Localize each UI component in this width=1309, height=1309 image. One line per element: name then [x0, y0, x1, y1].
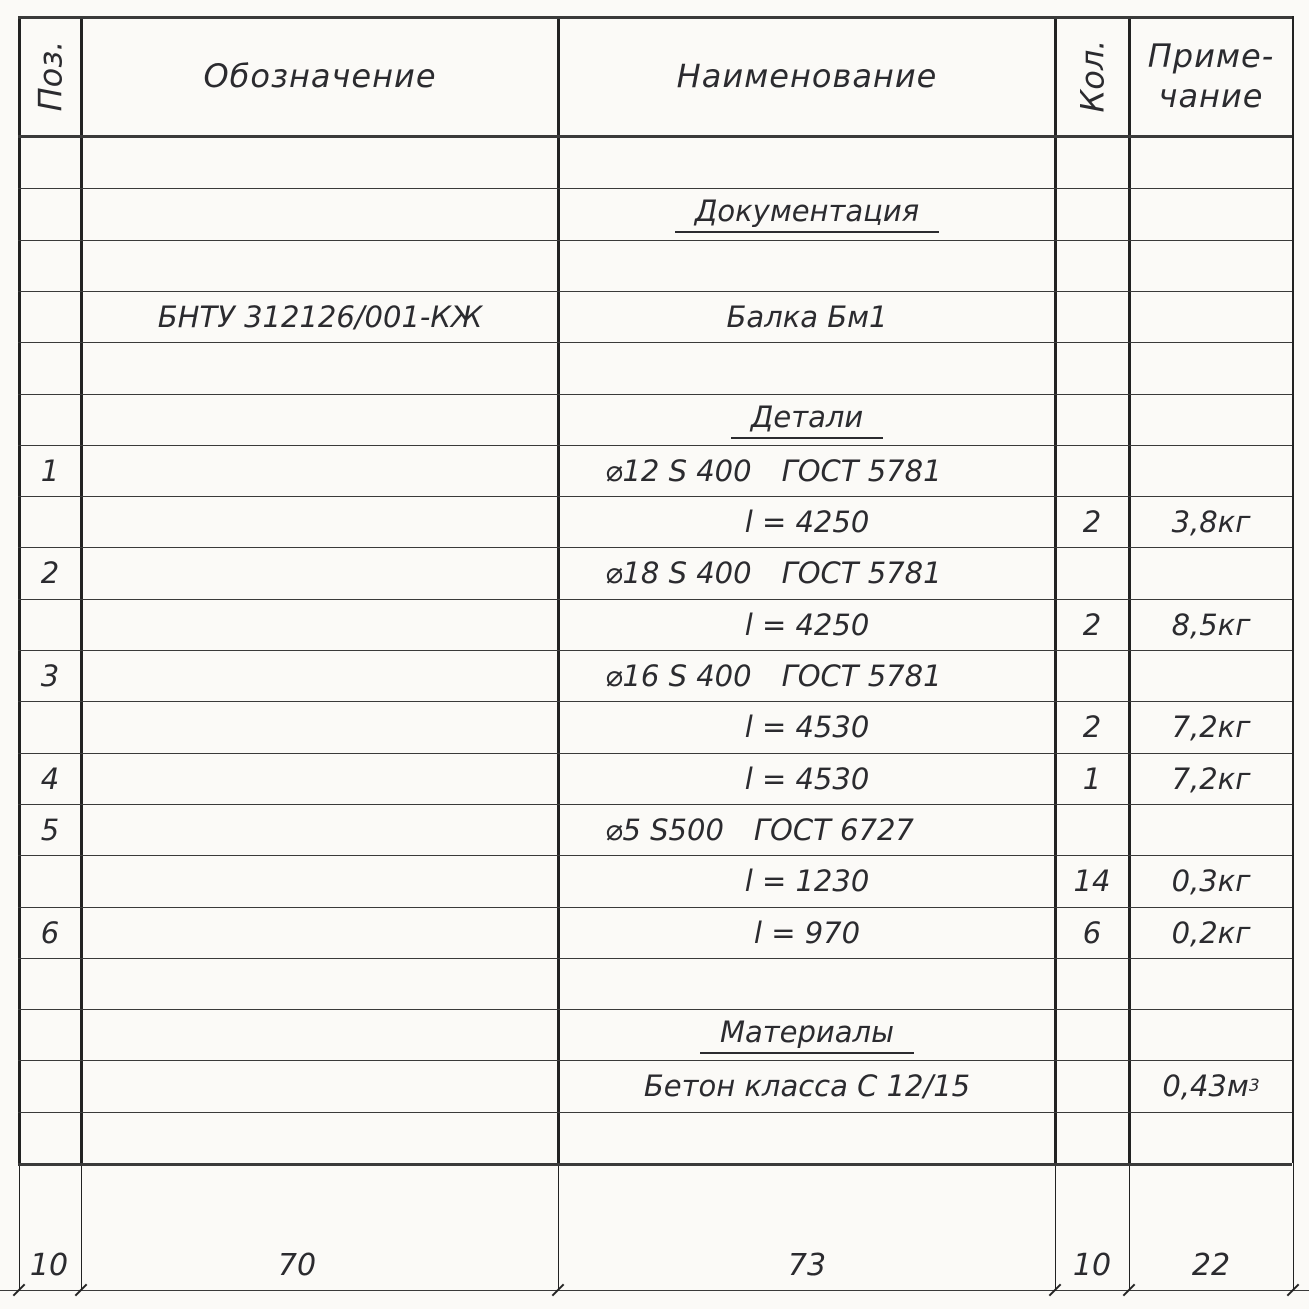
- row-10-qty: 2: [1082, 607, 1102, 642]
- row-18-name: [560, 1009, 1054, 1060]
- row-6-poz: [20, 394, 80, 445]
- header-note: [1130, 16, 1292, 136]
- dim-note: 22: [1191, 1247, 1231, 1283]
- row-17-note: [1130, 958, 1292, 1009]
- row-16-poz: 6: [40, 915, 60, 950]
- row-20-qty: [1056, 1112, 1128, 1163]
- header-qty-label: Кол.: [1073, 39, 1112, 113]
- row-1-designation: [82, 137, 558, 188]
- row-2-note: [1130, 188, 1292, 239]
- row-2-designation: [82, 188, 558, 239]
- row-15-note: 0,3кг: [1171, 863, 1251, 898]
- dim-poz: 10: [29, 1247, 69, 1283]
- row-3-qty: [1056, 240, 1128, 291]
- row-16-name: l = 970: [753, 915, 861, 950]
- rebar-spec: ⌀5 S500: [605, 812, 724, 847]
- row-18-qty: [1056, 1009, 1128, 1060]
- header-poz: [20, 16, 80, 136]
- row-13-designation: [82, 753, 558, 804]
- note-superscript: 3: [1248, 1075, 1260, 1096]
- header-designation: Обозначение: [203, 57, 437, 95]
- header-poz-label: Поз.: [31, 40, 70, 112]
- row-7-designation: [82, 445, 558, 496]
- row-2-name: [560, 188, 1054, 239]
- row-1-name: [560, 137, 1054, 188]
- row-19-name: Бетон класса C 12/15: [643, 1068, 971, 1103]
- row-14-qty: [1056, 804, 1128, 855]
- row-8-note: 3,8кг: [1171, 504, 1251, 539]
- row-7-note: [1130, 445, 1292, 496]
- section-title: Документация: [675, 194, 939, 233]
- row-19-poz: [20, 1060, 80, 1111]
- row-15-designation: [82, 855, 558, 906]
- row-18-poz: [20, 1009, 80, 1060]
- row-3-name: [560, 240, 1054, 291]
- rebar-spec: ⌀18 S 400: [605, 555, 752, 590]
- row-2-poz: [20, 188, 80, 239]
- row-11-designation: [82, 650, 558, 701]
- dim-name: 73: [787, 1247, 827, 1283]
- row-16-designation: [82, 907, 558, 958]
- row-8-designation: [82, 496, 558, 547]
- row-13-qty: 1: [1082, 761, 1102, 796]
- row-12-name: l = 4530: [744, 709, 870, 744]
- row-17-qty: [1056, 958, 1128, 1009]
- dimension-extension-line: [558, 1163, 559, 1290]
- row-13-note: 7,2кг: [1171, 761, 1251, 796]
- row-15-qty: 14: [1073, 863, 1111, 898]
- rebar-spec: ⌀12 S 400: [605, 453, 752, 488]
- column-border: [1292, 16, 1294, 1163]
- row-18-designation: [82, 1009, 558, 1060]
- note-value: 0,43м: [1162, 1068, 1249, 1103]
- row-7-name: [560, 445, 1099, 496]
- row-5-poz: [20, 342, 80, 393]
- row-4-poz: [20, 291, 80, 342]
- row-12-qty: 2: [1082, 709, 1102, 744]
- row-9-designation: [82, 547, 558, 598]
- row-20-designation: [82, 1112, 558, 1163]
- row-12-note: 7,2кг: [1171, 709, 1251, 744]
- row-19-note: [1130, 1060, 1292, 1111]
- row-20-name: [560, 1112, 1054, 1163]
- row-16-note: 0,2кг: [1171, 915, 1251, 950]
- row-1-note: [1130, 137, 1292, 188]
- row-1-qty: [1056, 137, 1128, 188]
- dim-designation: 70: [277, 1247, 317, 1283]
- row-14-name: [560, 804, 1099, 855]
- row-2-qty: [1056, 188, 1128, 239]
- row-7-poz: 1: [40, 453, 60, 488]
- row-3-designation: [82, 240, 558, 291]
- standard-ref: ГОСТ 5781: [781, 453, 942, 488]
- standard-ref: ГОСТ 5781: [781, 658, 942, 693]
- dimension-extension-line: [1293, 1163, 1294, 1290]
- row-6-qty: [1056, 394, 1128, 445]
- row-9-poz: 2: [40, 555, 60, 590]
- standard-ref: ГОСТ 6727: [753, 812, 914, 847]
- row-10-poz: [20, 599, 80, 650]
- header-name: Наименование: [676, 57, 938, 95]
- header-note-line1: Приме-: [1147, 37, 1275, 75]
- row-11-note: [1130, 650, 1292, 701]
- row-6-note: [1130, 394, 1292, 445]
- row-10-note: 8,5кг: [1171, 607, 1251, 642]
- row-9-qty: [1056, 547, 1128, 598]
- row-8-poz: [20, 496, 80, 547]
- row-8-name: l = 4250: [744, 504, 870, 539]
- row-12-designation: [82, 701, 558, 752]
- row-8-qty: 2: [1082, 504, 1102, 539]
- row-14-note: [1130, 804, 1292, 855]
- row-20-poz: [20, 1112, 80, 1163]
- header-note-line2: чание: [1158, 77, 1264, 115]
- row-11-poz: 3: [40, 658, 60, 693]
- row-1-poz: [20, 137, 80, 188]
- row-13-name: l = 4530: [744, 761, 870, 796]
- row-border: [18, 1163, 1292, 1166]
- row-14-designation: [82, 804, 558, 855]
- header-qty: [1056, 16, 1128, 136]
- row-10-name: l = 4250: [744, 607, 870, 642]
- row-4-note: [1130, 291, 1292, 342]
- row-19-qty: [1056, 1060, 1128, 1111]
- row-15-poz: [20, 855, 80, 906]
- row-13-poz: 4: [40, 761, 60, 796]
- row-9-name: [560, 547, 1099, 598]
- row-17-poz: [20, 958, 80, 1009]
- row-9-note: [1130, 547, 1292, 598]
- row-19-designation: [82, 1060, 558, 1111]
- row-14-poz: 5: [40, 812, 60, 847]
- row-16-qty: 6: [1082, 915, 1102, 950]
- row-5-designation: [82, 342, 558, 393]
- row-20-note: [1130, 1112, 1292, 1163]
- row-18-note: [1130, 1009, 1292, 1060]
- row-4-designation: БНТУ 312126/001-КЖ: [157, 299, 483, 334]
- row-17-name: [560, 958, 1054, 1009]
- section-title: Детали: [731, 400, 884, 439]
- row-3-poz: [20, 240, 80, 291]
- row-15-name: l = 1230: [744, 863, 870, 898]
- row-7-qty: [1056, 445, 1128, 496]
- dim-qty: 10: [1072, 1247, 1112, 1283]
- section-title: Материалы: [700, 1015, 914, 1054]
- row-6-name: [560, 394, 1054, 445]
- row-5-note: [1130, 342, 1292, 393]
- row-12-poz: [20, 701, 80, 752]
- row-17-designation: [82, 958, 558, 1009]
- row-11-qty: [1056, 650, 1128, 701]
- row-10-designation: [82, 599, 558, 650]
- standard-ref: ГОСТ 5781: [781, 555, 942, 590]
- row-6-designation: [82, 394, 558, 445]
- row-5-name: [560, 342, 1054, 393]
- row-4-name: Балка Бм1: [726, 299, 888, 334]
- dimension-line: [0, 1290, 1309, 1291]
- row-11-name: [560, 650, 1099, 701]
- row-3-note: [1130, 240, 1292, 291]
- row-5-qty: [1056, 342, 1128, 393]
- row-4-qty: [1056, 291, 1128, 342]
- rebar-spec: ⌀16 S 400: [605, 658, 752, 693]
